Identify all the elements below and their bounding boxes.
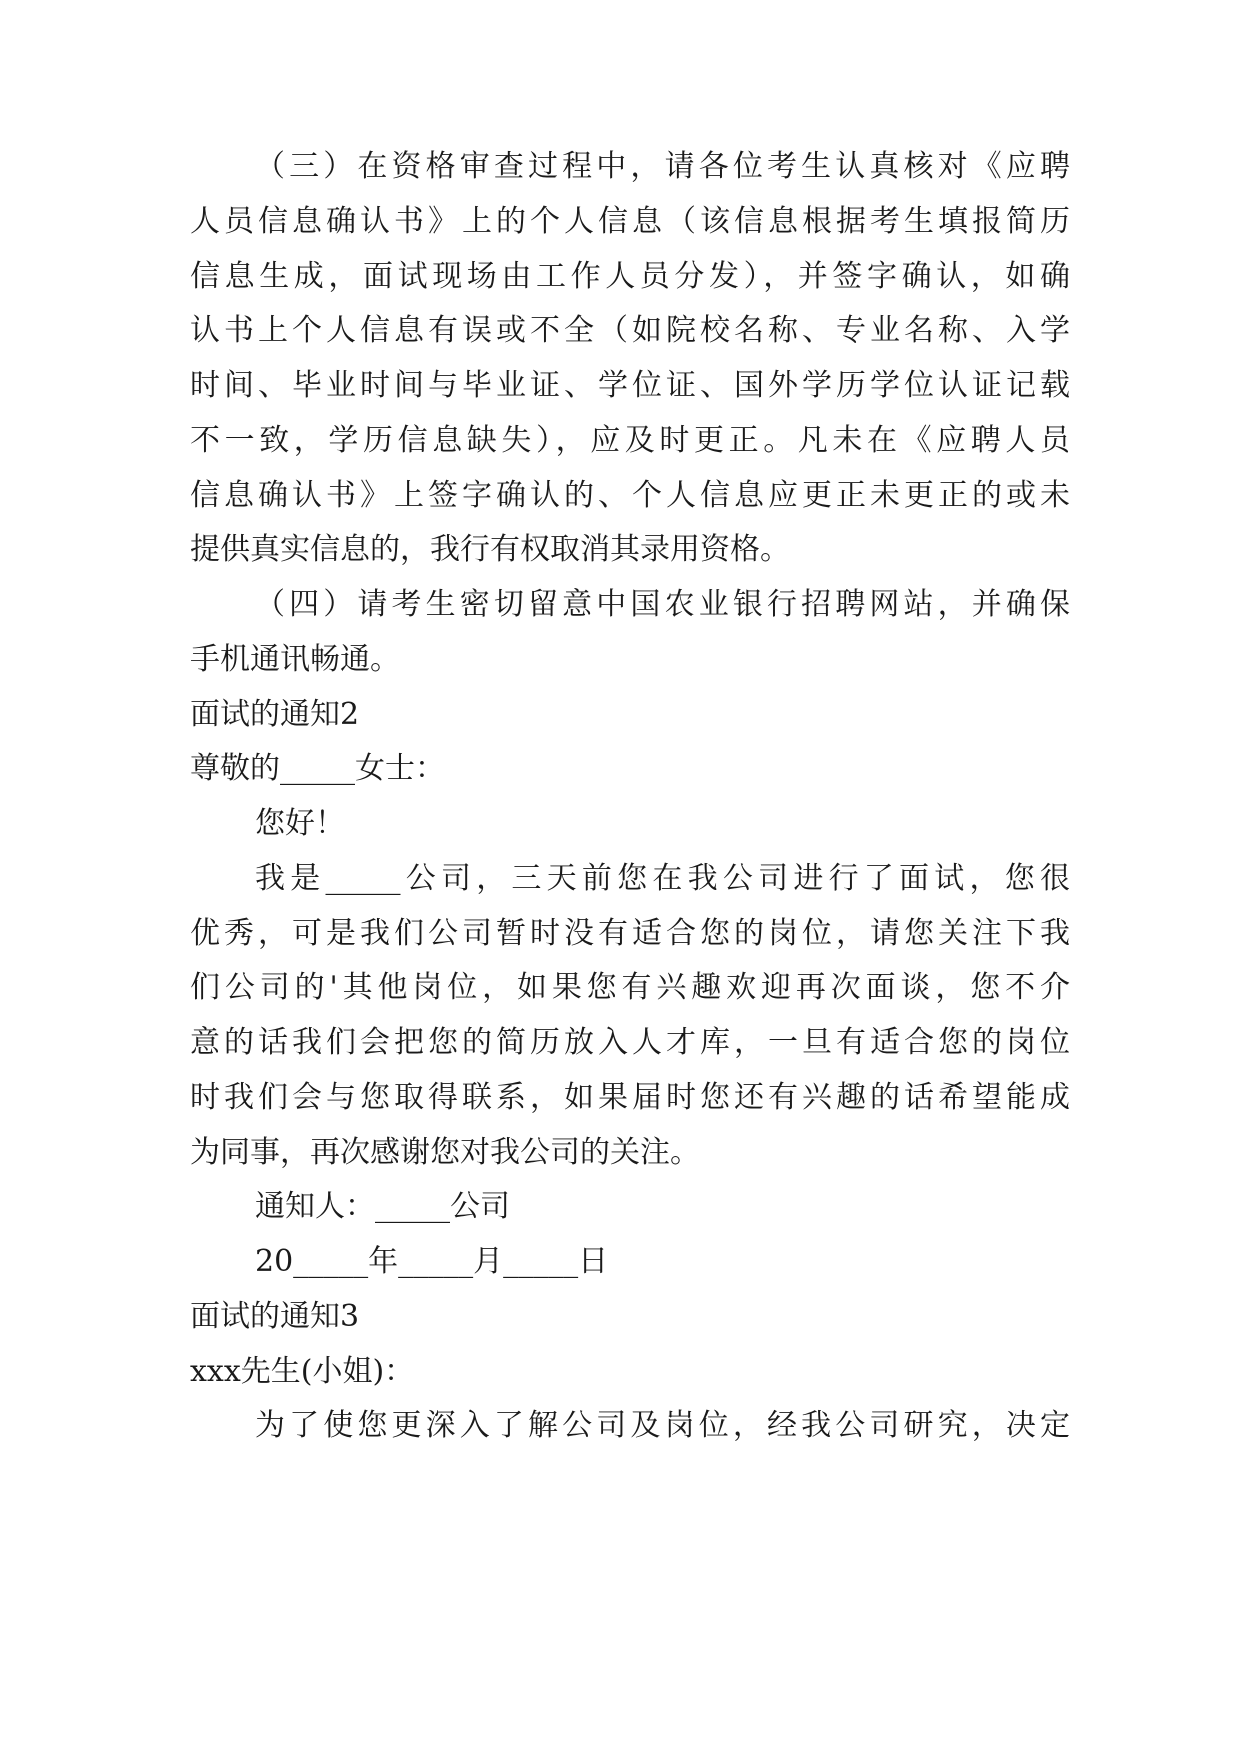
signer: 通知人：_____公司	[255, 1189, 510, 1224]
paragraph-line: 提供真实信息的，我行有权取消其录用资格。	[190, 532, 790, 567]
paragraph-line: 认书上个人信息有误或不全（如院校名称、专业名称、入学	[190, 313, 1070, 348]
paragraph-line: （三）在资格审查过程中，请各位考生认真核对《应聘	[255, 149, 1070, 184]
paragraph-line: 信息确认书》上签字确认的、个人信息应更正未更正的或未	[190, 478, 1070, 513]
salutation: 尊敬的_____女士：	[190, 751, 445, 786]
paragraph-line: 我是_____公司，三天前您在我公司进行了面试，您很	[255, 861, 1070, 896]
paragraph-line: 为同事，再次感谢您对我公司的关注。	[190, 1135, 700, 1170]
paragraph-line: 时我们会与您取得联系，如果届时您还有兴趣的话希望能成	[190, 1080, 1070, 1115]
date-line: 20_____年_____月_____日	[255, 1244, 609, 1279]
paragraph-line: 为了使您更深入了解公司及岗位，经我公司研究，决定	[255, 1408, 1070, 1443]
paragraph-line: 人员信息确认书》上的个人信息（该信息根据考生填报简历	[190, 204, 1070, 239]
paragraph-line: 们公司的'其他岗位，如果您有兴趣欢迎再次面谈，您不介	[190, 970, 1070, 1005]
paragraph-line: 手机通讯畅通。	[190, 642, 400, 677]
notice-title: 面试的通知3	[190, 1299, 360, 1334]
paragraph-line: 优秀，可是我们公司暂时没有适合您的岗位，请您关注下我	[190, 916, 1070, 951]
paragraph-line: 意的话我们会把您的简历放入人才库，一旦有适合您的岗位	[190, 1025, 1070, 1060]
paragraph-line: 信息生成，面试现场由工作人员分发），并签字确认，如确	[190, 259, 1070, 294]
salutation: xxx先生(小姐)：	[190, 1354, 415, 1389]
greeting: 您好！	[255, 806, 345, 841]
notice-title: 面试的通知2	[190, 697, 360, 732]
paragraph-line: 时间、毕业时间与毕业证、学位证、国外学历学位认证记载	[190, 368, 1070, 403]
paragraph-line: 不一致，学历信息缺失），应及时更正。凡未在《应聘人员	[190, 423, 1070, 458]
paragraph-line: （四）请考生密切留意中国农业银行招聘网站，并确保	[255, 587, 1070, 622]
